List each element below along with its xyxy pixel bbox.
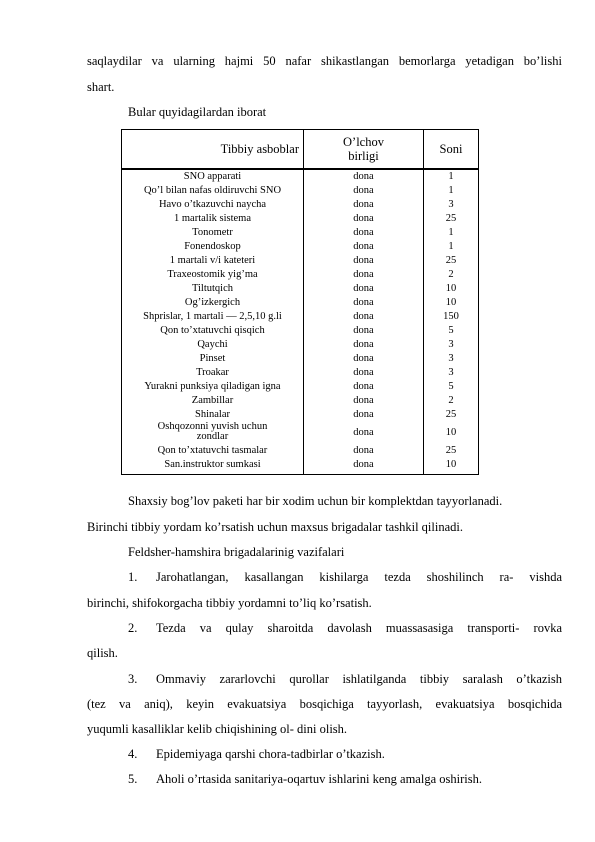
table-header-unit	[304, 130, 424, 170]
list-heading: Bular quyidagilardan iborat	[128, 105, 267, 119]
table-cell-unit: dona	[304, 394, 424, 408]
table-cell-tool: Fonendoskop	[122, 240, 304, 254]
table-row	[122, 366, 479, 380]
intro-paragraph-line: shart.	[87, 80, 115, 94]
table-cell-unit: dona	[304, 310, 424, 324]
table-cell-tool: Tiltutqich	[122, 282, 304, 296]
table-cell-unit: dona	[304, 458, 424, 475]
table-cell-tool: 1 martalik sistema	[122, 212, 304, 226]
table-cell-unit: dona	[304, 324, 424, 338]
table-cell-count: 5	[424, 324, 479, 338]
table-cell-tool-line: Oshqozonni yuvish uchun	[157, 421, 268, 432]
table-header-row	[122, 130, 479, 170]
table-cell-count: 1	[424, 169, 479, 184]
table-row	[122, 268, 479, 282]
table-cell-count: 10	[424, 296, 479, 310]
table-row	[122, 296, 479, 310]
table-row	[122, 408, 479, 422]
table-cell-tool: Qon to’xtatuvchi tasmalar	[122, 444, 304, 458]
table-cell-tool: Troakar	[122, 366, 304, 380]
table-cell-unit: dona	[304, 226, 424, 240]
table-cell-unit: dona	[304, 198, 424, 212]
list-item-line: Epidemiyaga qarshi chora-tadbirlar o’tkazish.	[156, 747, 385, 761]
table-cell-tool	[122, 422, 304, 444]
table-cell-unit: dona	[304, 184, 424, 198]
table-cell-tool-line: zondlar	[196, 431, 229, 442]
table-cell-count: 25	[424, 254, 479, 268]
table-cell-tool: Traxeostomik yig’ma	[122, 268, 304, 282]
table-cell-count: 25	[424, 444, 479, 458]
table-cell-unit: dona	[304, 212, 424, 226]
list-item-number: 4.	[128, 747, 138, 761]
list-item-line: Tezda va qulay sharoitda davolash muassasasiga transporti- rovka	[156, 621, 562, 635]
table-cell-count: 10	[424, 458, 479, 475]
table-row	[122, 226, 479, 240]
table-cell-tool: Yurakni punksiya qiladigan igna	[122, 380, 304, 394]
list-item-number: 1.	[128, 570, 138, 584]
table-row	[122, 458, 479, 475]
table-cell-unit: dona	[304, 366, 424, 380]
table-cell-count: 3	[424, 198, 479, 212]
table-cell-count: 3	[424, 352, 479, 366]
table-cell-tool: Havo o’tkazuvchi naycha	[122, 198, 304, 212]
list-item-line: birinchi, shifokorgacha tibbiy yordamni to’liq ko’rsatish.	[87, 596, 372, 610]
table-cell-tool: Shprislar, 1 martali — 2,5,10 g.li	[122, 310, 304, 324]
table-cell-count: 1	[424, 226, 479, 240]
table-cell-unit: dona	[304, 169, 424, 184]
table-cell-tool: 1 martali v/i kateteri	[122, 254, 304, 268]
table-cell-count: 3	[424, 366, 479, 380]
table-cell-count: 25	[424, 212, 479, 226]
table-header-unit-line: birligi	[348, 149, 379, 163]
table-row	[122, 352, 479, 366]
table-row	[122, 324, 479, 338]
medical-tools-table	[121, 129, 479, 475]
list-item-line: Ommaviy zararlovchi qurollar ishlatilganda tibbiy saralash o’tkazish	[156, 672, 562, 686]
table-row	[122, 310, 479, 324]
paragraph-line: Birinchi tibbiy yordam ko’rsatish uchun maxsus brigadalar tashkil qilinadi.	[87, 520, 463, 534]
table-row	[122, 380, 479, 394]
table-cell-count: 1	[424, 184, 479, 198]
list-item-number: 2.	[128, 621, 138, 635]
table-cell-unit: dona	[304, 380, 424, 394]
list-item-number: 5.	[128, 772, 138, 786]
table-cell-tool: Og’izkergich	[122, 296, 304, 310]
table-cell-tool: Zambillar	[122, 394, 304, 408]
table-cell-unit: dona	[304, 408, 424, 422]
table-cell-unit: dona	[304, 422, 424, 444]
table-cell-unit: dona	[304, 444, 424, 458]
intro-paragraph-line: saqlaydilar va ularning hajmi 50 nafar shikastlangan bemorlarga yetadigan bo’lishi	[87, 54, 562, 68]
table-row	[122, 169, 479, 184]
list-item-line: Jarohatlangan, kasallangan kishilarga tezda shoshilinch ra- vishda	[156, 570, 562, 584]
table-cell-unit: dona	[304, 268, 424, 282]
table-row	[122, 212, 479, 226]
table-cell-tool: San.instruktor sumkasi	[122, 458, 304, 475]
table-cell-count: 2	[424, 394, 479, 408]
table-cell-unit: dona	[304, 296, 424, 310]
table-cell-count: 10	[424, 422, 479, 444]
table-cell-tool: Tonometr	[122, 226, 304, 240]
table-cell-count: 10	[424, 282, 479, 296]
table-cell-unit: dona	[304, 240, 424, 254]
table-cell-unit: dona	[304, 254, 424, 268]
table-cell-tool: SNO apparati	[122, 169, 304, 184]
table-row	[122, 282, 479, 296]
list-item-number: 3.	[128, 672, 138, 686]
table-cell-count: 2	[424, 268, 479, 282]
paragraph-line: Shaxsiy bog’lov paketi har bir xodim uchun bir komplektdan tayyorlanadi.	[128, 494, 503, 508]
list-item-line: Aholi o’rtasida sanitariya-oqartuv ishlarini keng amalga oshirish.	[156, 772, 482, 786]
table-cell-unit: dona	[304, 338, 424, 352]
table-row	[122, 198, 479, 212]
table-row	[122, 394, 479, 408]
table-cell-tool: Qon to’xtatuvchi qisqich	[122, 324, 304, 338]
list-item-line: qilish.	[87, 646, 118, 660]
list-item-line: (tez va aniq), keyin evakuatsiya bosqichiga tayyorlash, evakuatsiya bosqichida	[87, 697, 562, 711]
table-row	[122, 184, 479, 198]
table-row	[122, 338, 479, 352]
table-row	[122, 254, 479, 268]
table-cell-unit: dona	[304, 282, 424, 296]
table-cell-tool: Shinalar	[122, 408, 304, 422]
table-cell-count: 3	[424, 338, 479, 352]
table-row	[122, 240, 479, 254]
table-header-tools: Tibbiy asboblar	[122, 130, 304, 170]
list-item-line: yuqumli kasalliklar kelib chiqishining ol- dini olish.	[87, 722, 348, 736]
table-cell-tool: Pinset	[122, 352, 304, 366]
table-cell-count: 25	[424, 408, 479, 422]
table-cell-tool: Qo’l bilan nafas oldiruvchi SNO	[122, 184, 304, 198]
table-cell-count: 1	[424, 240, 479, 254]
table-cell-tool: Qaychi	[122, 338, 304, 352]
section-heading: Feldsher-hamshira brigadalarinig vazifalari	[128, 545, 345, 559]
table-cell-count: 150	[424, 310, 479, 324]
table-cell-count: 5	[424, 380, 479, 394]
table-header-count: Soni	[424, 130, 479, 170]
table-header-unit-line: O’lchov	[343, 135, 384, 149]
table-cell-unit: dona	[304, 352, 424, 366]
table-row	[122, 422, 479, 444]
table-row	[122, 444, 479, 458]
